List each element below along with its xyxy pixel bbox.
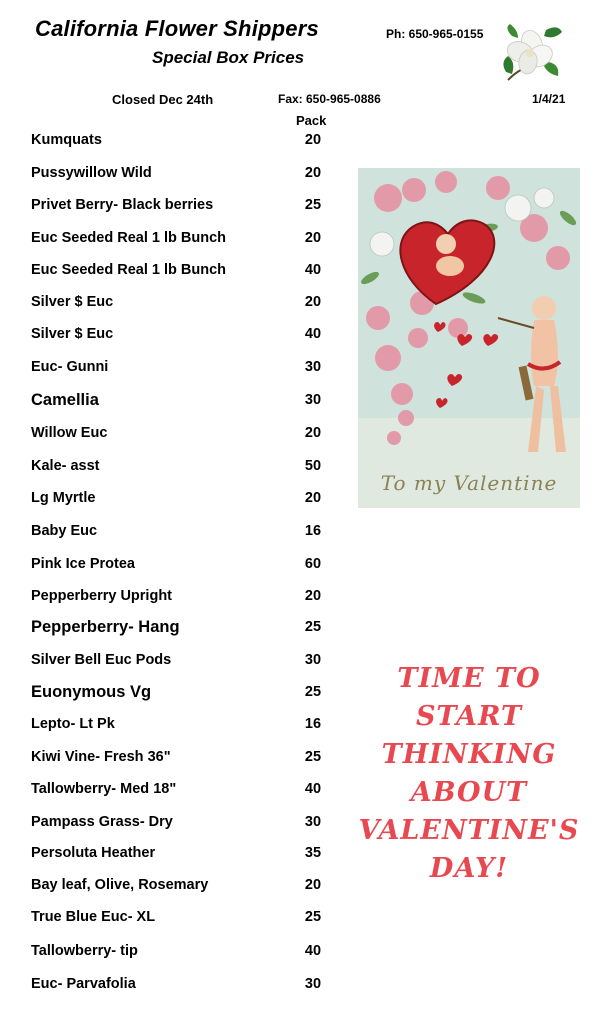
fax-number: Fax: 650-965-0886 <box>278 92 381 106</box>
item-pack: 35 <box>304 845 322 861</box>
item-name: Lepto- Lt Pk <box>31 716 115 732</box>
list-item <box>0 584 360 608</box>
list-item <box>0 388 360 412</box>
list-item <box>0 226 360 250</box>
item-name: Euc- Gunni <box>31 359 109 375</box>
list-item <box>0 552 360 576</box>
list-item <box>0 322 360 346</box>
item-name: Pussywillow Wild <box>31 165 152 181</box>
item-pack: 25 <box>304 684 322 700</box>
item-name: Bay leaf, Olive, Rosemary <box>31 877 209 893</box>
list-item <box>0 519 360 543</box>
valentine-promo-text <box>358 660 580 888</box>
list-item <box>0 161 360 185</box>
valentine-card-image <box>358 168 580 508</box>
gardenia-flower-image <box>498 22 564 84</box>
closed-notice: Closed Dec 24th <box>112 92 214 107</box>
item-pack: 60 <box>304 556 322 572</box>
list-item <box>0 972 360 996</box>
item-pack: 20 <box>304 165 322 181</box>
item-pack: 25 <box>304 909 322 925</box>
list-item <box>0 905 360 929</box>
item-pack: 30 <box>304 392 322 408</box>
document-date: 1/4/21 <box>532 92 566 106</box>
item-pack: 20 <box>304 588 322 604</box>
item-pack: 30 <box>304 814 322 830</box>
item-name: Persoluta Heather <box>31 845 156 861</box>
item-name: Tallowberry- tip <box>31 943 138 959</box>
item-name: Euc- Parvafolia <box>31 976 136 992</box>
item-name: Silver $ Euc <box>31 294 114 310</box>
item-name: Kiwi Vine- Fresh 36" <box>31 749 171 765</box>
item-pack: 40 <box>304 326 322 342</box>
item-pack: 40 <box>304 262 322 278</box>
list-item <box>0 810 360 834</box>
item-name: True Blue Euc- XL <box>31 909 156 925</box>
item-pack: 20 <box>304 490 322 506</box>
list-item <box>0 680 360 704</box>
pack-column-header: Pack <box>296 113 327 128</box>
item-name: Lg Myrtle <box>31 490 96 506</box>
item-pack: 25 <box>304 197 322 213</box>
list-item <box>0 777 360 801</box>
item-name: Baby Euc <box>31 523 98 539</box>
item-pack: 30 <box>304 976 322 992</box>
item-name: Pink Ice Protea <box>31 556 135 572</box>
list-item <box>0 615 360 639</box>
item-pack: 40 <box>304 943 322 959</box>
item-name: Pampass Grass- Dry <box>31 814 173 830</box>
item-name: Willow Euc <box>31 425 108 441</box>
item-name: Kale- asst <box>31 458 100 474</box>
item-pack: 30 <box>304 652 322 668</box>
promo-line: DAY! <box>429 853 509 884</box>
item-pack: 16 <box>304 716 322 732</box>
list-item <box>0 939 360 963</box>
list-item <box>0 486 360 510</box>
item-name: Kumquats <box>31 132 102 148</box>
item-name: Euc Seeded Real 1 lb Bunch <box>31 230 226 246</box>
list-item <box>0 421 360 445</box>
item-pack: 20 <box>304 425 322 441</box>
item-pack: 25 <box>304 619 322 635</box>
item-pack: 40 <box>304 781 322 797</box>
company-title: California Flower Shippers <box>35 16 319 41</box>
list-item <box>0 712 360 736</box>
item-name: Pepperberry- Hang <box>31 618 180 636</box>
list-item <box>0 454 360 478</box>
item-name: Silver $ Euc <box>31 326 114 342</box>
item-pack: 30 <box>304 359 322 375</box>
item-pack: 50 <box>304 458 322 474</box>
item-name: Pepperberry Upright <box>31 588 172 604</box>
list-item <box>0 745 360 769</box>
item-name: Euc Seeded Real 1 lb Bunch <box>31 262 226 278</box>
item-pack: 20 <box>304 877 322 893</box>
item-name: Camellia <box>31 391 99 409</box>
promo-line: START <box>415 701 523 732</box>
item-name: Euonymous Vg <box>31 683 152 701</box>
list-item <box>0 128 360 152</box>
promo-line: THINKING <box>381 739 557 770</box>
page-subtitle: Special Box Prices <box>152 48 305 67</box>
item-pack: 16 <box>304 523 322 539</box>
promo-line: ABOUT <box>410 777 528 808</box>
item-pack: 20 <box>304 230 322 246</box>
list-item <box>0 355 360 379</box>
phone-number: Ph: 650-965-0155 <box>386 27 484 41</box>
list-item <box>0 290 360 314</box>
promo-line: VALENTINE'S <box>358 815 580 846</box>
list-item <box>0 873 360 897</box>
item-name: Privet Berry- Black berries <box>31 197 214 213</box>
list-item <box>0 258 360 282</box>
list-item <box>0 193 360 217</box>
item-pack: 20 <box>304 294 322 310</box>
card-caption: To my Valentine <box>380 471 558 495</box>
list-item <box>0 648 360 672</box>
item-pack: 20 <box>304 132 322 148</box>
item-name: Silver Bell Euc Pods <box>31 652 172 668</box>
item-name: Tallowberry- Med 18" <box>31 781 177 797</box>
item-pack: 25 <box>304 749 322 765</box>
list-item <box>0 841 360 865</box>
promo-line: TIME TO <box>397 663 541 694</box>
